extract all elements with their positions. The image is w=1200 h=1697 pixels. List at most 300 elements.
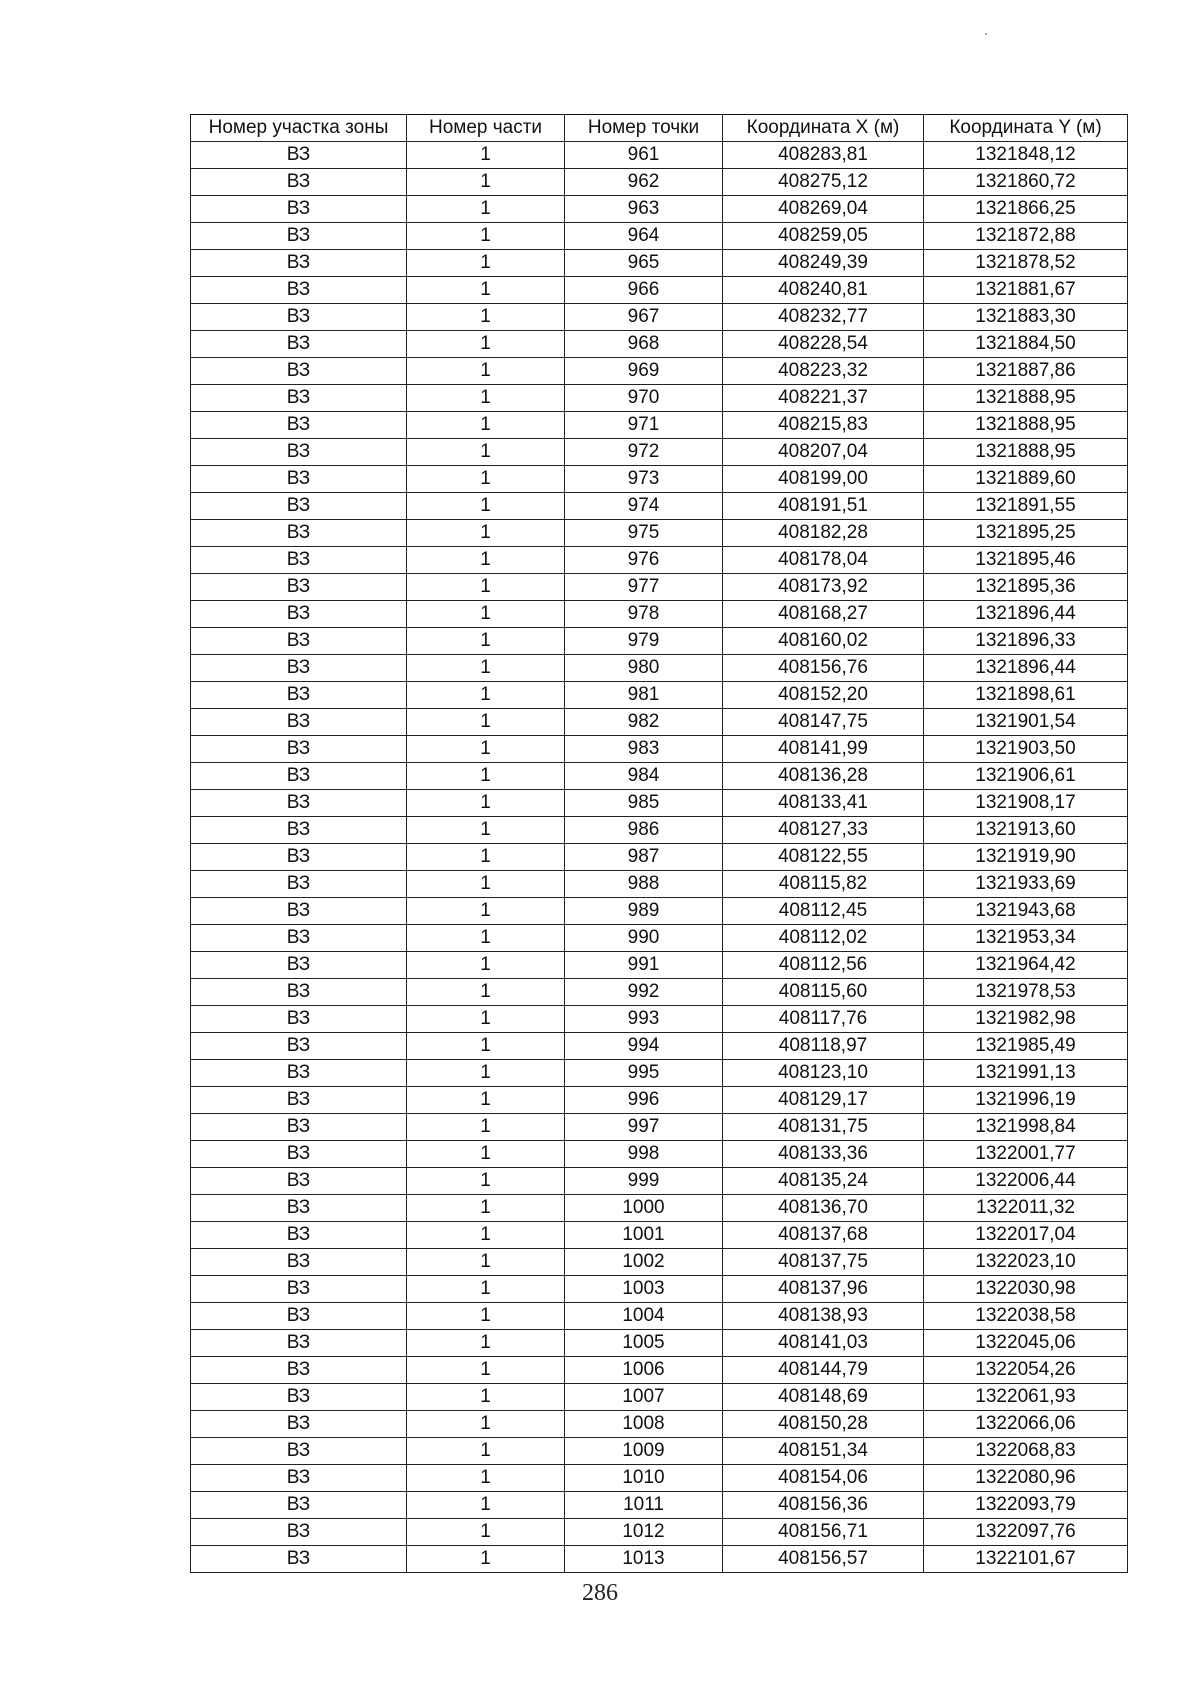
cell-coordinate-x: 408182,28 bbox=[723, 520, 924, 547]
cell-point-number: 1000 bbox=[565, 1195, 723, 1222]
cell-coordinate-x: 408215,83 bbox=[723, 412, 924, 439]
cell-point-number: 1011 bbox=[565, 1492, 723, 1519]
cell-coordinate-y: 1321896,44 bbox=[924, 655, 1128, 682]
cell-coordinate-y: 1321896,44 bbox=[924, 601, 1128, 628]
table-row bbox=[191, 1411, 1128, 1438]
cell-part-number: 1 bbox=[407, 1141, 565, 1168]
cell-zone-section: ВЗ bbox=[191, 250, 407, 277]
table-row bbox=[191, 898, 1128, 925]
cell-coordinate-y: 1322093,79 bbox=[924, 1492, 1128, 1519]
table-row bbox=[191, 763, 1128, 790]
cell-coordinate-x: 408160,02 bbox=[723, 628, 924, 655]
cell-part-number: 1 bbox=[407, 628, 565, 655]
table-row bbox=[191, 1195, 1128, 1222]
cell-part-number: 1 bbox=[407, 304, 565, 331]
cell-coordinate-y: 1321896,33 bbox=[924, 628, 1128, 655]
table-row bbox=[191, 1357, 1128, 1384]
coordinates-table bbox=[190, 114, 1128, 1573]
table-row bbox=[191, 466, 1128, 493]
cell-coordinate-y: 1322023,10 bbox=[924, 1249, 1128, 1276]
cell-point-number: 977 bbox=[565, 574, 723, 601]
cell-zone-section: ВЗ bbox=[191, 736, 407, 763]
cell-zone-section: ВЗ bbox=[191, 790, 407, 817]
cell-zone-section: ВЗ bbox=[191, 1195, 407, 1222]
cell-zone-section: ВЗ bbox=[191, 709, 407, 736]
cell-zone-section: ВЗ bbox=[191, 1249, 407, 1276]
table-row bbox=[191, 1492, 1128, 1519]
cell-point-number: 999 bbox=[565, 1168, 723, 1195]
header-coordinate-y: Координата Y (м) bbox=[924, 115, 1128, 142]
cell-point-number: 997 bbox=[565, 1114, 723, 1141]
cell-coordinate-x: 408199,00 bbox=[723, 466, 924, 493]
table-row bbox=[191, 952, 1128, 979]
cell-point-number: 976 bbox=[565, 547, 723, 574]
table-row bbox=[191, 628, 1128, 655]
cell-point-number: 983 bbox=[565, 736, 723, 763]
cell-zone-section: ВЗ bbox=[191, 871, 407, 898]
cell-coordinate-y: 1321913,60 bbox=[924, 817, 1128, 844]
cell-coordinate-y: 1321895,25 bbox=[924, 520, 1128, 547]
cell-point-number: 972 bbox=[565, 439, 723, 466]
cell-zone-section: ВЗ bbox=[191, 358, 407, 385]
table-header-row bbox=[191, 115, 1128, 142]
cell-zone-section: ВЗ bbox=[191, 1438, 407, 1465]
cell-coordinate-y: 1322038,58 bbox=[924, 1303, 1128, 1330]
cell-point-number: 1012 bbox=[565, 1519, 723, 1546]
cell-coordinate-x: 408152,20 bbox=[723, 682, 924, 709]
cell-coordinate-x: 408240,81 bbox=[723, 277, 924, 304]
cell-point-number: 995 bbox=[565, 1060, 723, 1087]
cell-coordinate-y: 1321991,13 bbox=[924, 1060, 1128, 1087]
cell-point-number: 979 bbox=[565, 628, 723, 655]
cell-coordinate-x: 408207,04 bbox=[723, 439, 924, 466]
cell-coordinate-y: 1322068,83 bbox=[924, 1438, 1128, 1465]
cell-point-number: 971 bbox=[565, 412, 723, 439]
table-row bbox=[191, 304, 1128, 331]
cell-coordinate-y: 1321908,17 bbox=[924, 790, 1128, 817]
cell-coordinate-x: 408221,37 bbox=[723, 385, 924, 412]
cell-point-number: 1003 bbox=[565, 1276, 723, 1303]
cell-zone-section: ВЗ bbox=[191, 1465, 407, 1492]
table-row bbox=[191, 790, 1128, 817]
cell-part-number: 1 bbox=[407, 250, 565, 277]
cell-coordinate-x: 408156,36 bbox=[723, 1492, 924, 1519]
cell-coordinate-y: 1321906,61 bbox=[924, 763, 1128, 790]
cell-part-number: 1 bbox=[407, 1546, 565, 1573]
cell-zone-section: ВЗ bbox=[191, 1330, 407, 1357]
cell-coordinate-x: 408249,39 bbox=[723, 250, 924, 277]
cell-zone-section: ВЗ bbox=[191, 763, 407, 790]
cell-zone-section: ВЗ bbox=[191, 1411, 407, 1438]
cell-part-number: 1 bbox=[407, 223, 565, 250]
cell-coordinate-y: 1321903,50 bbox=[924, 736, 1128, 763]
cell-coordinate-x: 408122,55 bbox=[723, 844, 924, 871]
table-row bbox=[191, 1276, 1128, 1303]
table-row bbox=[191, 844, 1128, 871]
cell-part-number: 1 bbox=[407, 196, 565, 223]
table-row bbox=[191, 925, 1128, 952]
table-row bbox=[191, 574, 1128, 601]
table-row bbox=[191, 223, 1128, 250]
cell-part-number: 1 bbox=[407, 331, 565, 358]
table-row bbox=[191, 1249, 1128, 1276]
cell-coordinate-x: 408151,34 bbox=[723, 1438, 924, 1465]
table-row bbox=[191, 250, 1128, 277]
cell-coordinate-y: 1321985,49 bbox=[924, 1033, 1128, 1060]
cell-zone-section: ВЗ bbox=[191, 628, 407, 655]
cell-coordinate-x: 408118,97 bbox=[723, 1033, 924, 1060]
cell-zone-section: ВЗ bbox=[191, 1357, 407, 1384]
cell-coordinate-x: 408135,24 bbox=[723, 1168, 924, 1195]
cell-coordinate-x: 408168,27 bbox=[723, 601, 924, 628]
cell-zone-section: ВЗ bbox=[191, 412, 407, 439]
cell-part-number: 1 bbox=[407, 520, 565, 547]
cell-coordinate-x: 408115,82 bbox=[723, 871, 924, 898]
cell-coordinate-x: 408154,06 bbox=[723, 1465, 924, 1492]
cell-coordinate-y: 1321978,53 bbox=[924, 979, 1128, 1006]
table-row bbox=[191, 1519, 1128, 1546]
cell-coordinate-y: 1322101,67 bbox=[924, 1546, 1128, 1573]
cell-part-number: 1 bbox=[407, 1222, 565, 1249]
cell-point-number: 993 bbox=[565, 1006, 723, 1033]
table-row bbox=[191, 979, 1128, 1006]
cell-part-number: 1 bbox=[407, 1357, 565, 1384]
cell-part-number: 1 bbox=[407, 601, 565, 628]
table-body bbox=[191, 142, 1128, 1573]
cell-point-number: 998 bbox=[565, 1141, 723, 1168]
cell-point-number: 1004 bbox=[565, 1303, 723, 1330]
cell-coordinate-x: 408191,51 bbox=[723, 493, 924, 520]
cell-part-number: 1 bbox=[407, 790, 565, 817]
cell-coordinate-y: 1321883,30 bbox=[924, 304, 1128, 331]
cell-zone-section: ВЗ bbox=[191, 979, 407, 1006]
cell-coordinate-y: 1321889,60 bbox=[924, 466, 1128, 493]
cell-point-number: 965 bbox=[565, 250, 723, 277]
cell-zone-section: ВЗ bbox=[191, 331, 407, 358]
cell-coordinate-x: 408133,41 bbox=[723, 790, 924, 817]
cell-point-number: 1009 bbox=[565, 1438, 723, 1465]
cell-zone-section: ВЗ bbox=[191, 574, 407, 601]
cell-zone-section: ВЗ bbox=[191, 223, 407, 250]
cell-part-number: 1 bbox=[407, 1519, 565, 1546]
table-row bbox=[191, 196, 1128, 223]
cell-part-number: 1 bbox=[407, 655, 565, 682]
table-row bbox=[191, 1087, 1128, 1114]
cell-coordinate-x: 408136,70 bbox=[723, 1195, 924, 1222]
cell-coordinate-y: 1321888,95 bbox=[924, 439, 1128, 466]
cell-zone-section: ВЗ bbox=[191, 439, 407, 466]
cell-coordinate-y: 1321998,84 bbox=[924, 1114, 1128, 1141]
page-number: 286 bbox=[582, 1580, 618, 1606]
cell-point-number: 970 bbox=[565, 385, 723, 412]
cell-zone-section: ВЗ bbox=[191, 1546, 407, 1573]
cell-point-number: 963 bbox=[565, 196, 723, 223]
cell-coordinate-y: 1322061,93 bbox=[924, 1384, 1128, 1411]
cell-part-number: 1 bbox=[407, 1087, 565, 1114]
table-row bbox=[191, 601, 1128, 628]
cell-zone-section: ВЗ bbox=[191, 277, 407, 304]
table-row bbox=[191, 817, 1128, 844]
cell-coordinate-y: 1321895,46 bbox=[924, 547, 1128, 574]
cell-point-number: 1005 bbox=[565, 1330, 723, 1357]
cell-coordinate-x: 408137,75 bbox=[723, 1249, 924, 1276]
cell-part-number: 1 bbox=[407, 871, 565, 898]
cell-part-number: 1 bbox=[407, 898, 565, 925]
table-row bbox=[191, 1465, 1128, 1492]
cell-coordinate-x: 408269,04 bbox=[723, 196, 924, 223]
cell-zone-section: ВЗ bbox=[191, 1222, 407, 1249]
table-row bbox=[191, 1303, 1128, 1330]
cell-zone-section: ВЗ bbox=[191, 1168, 407, 1195]
cell-zone-section: ВЗ bbox=[191, 547, 407, 574]
cell-coordinate-y: 1321881,67 bbox=[924, 277, 1128, 304]
cell-coordinate-x: 408127,33 bbox=[723, 817, 924, 844]
table-row bbox=[191, 736, 1128, 763]
table-row bbox=[191, 709, 1128, 736]
cell-coordinate-y: 1321888,95 bbox=[924, 412, 1128, 439]
cell-coordinate-y: 1321878,52 bbox=[924, 250, 1128, 277]
cell-point-number: 987 bbox=[565, 844, 723, 871]
table-row bbox=[191, 142, 1128, 169]
cell-point-number: 964 bbox=[565, 223, 723, 250]
cell-point-number: 996 bbox=[565, 1087, 723, 1114]
cell-coordinate-x: 408275,12 bbox=[723, 169, 924, 196]
cell-point-number: 984 bbox=[565, 763, 723, 790]
table-row bbox=[191, 1222, 1128, 1249]
table-row bbox=[191, 547, 1128, 574]
cell-coordinate-y: 1322011,32 bbox=[924, 1195, 1128, 1222]
cell-zone-section: ВЗ bbox=[191, 1141, 407, 1168]
cell-coordinate-x: 408147,75 bbox=[723, 709, 924, 736]
cell-coordinate-x: 408141,99 bbox=[723, 736, 924, 763]
cell-point-number: 986 bbox=[565, 817, 723, 844]
cell-coordinate-x: 408283,81 bbox=[723, 142, 924, 169]
cell-zone-section: ВЗ bbox=[191, 1384, 407, 1411]
cell-coordinate-y: 1321895,36 bbox=[924, 574, 1128, 601]
cell-zone-section: ВЗ bbox=[191, 466, 407, 493]
cell-part-number: 1 bbox=[407, 1006, 565, 1033]
cell-part-number: 1 bbox=[407, 169, 565, 196]
cell-point-number: 981 bbox=[565, 682, 723, 709]
cell-point-number: 992 bbox=[565, 979, 723, 1006]
cell-coordinate-x: 408112,02 bbox=[723, 925, 924, 952]
cell-coordinate-y: 1321982,98 bbox=[924, 1006, 1128, 1033]
cell-zone-section: ВЗ bbox=[191, 1492, 407, 1519]
cell-point-number: 961 bbox=[565, 142, 723, 169]
cell-coordinate-x: 408228,54 bbox=[723, 331, 924, 358]
cell-part-number: 1 bbox=[407, 1276, 565, 1303]
cell-zone-section: ВЗ bbox=[191, 682, 407, 709]
cell-coordinate-y: 1322030,98 bbox=[924, 1276, 1128, 1303]
cell-coordinate-y: 1322080,96 bbox=[924, 1465, 1128, 1492]
table-row bbox=[191, 493, 1128, 520]
cell-point-number: 994 bbox=[565, 1033, 723, 1060]
cell-part-number: 1 bbox=[407, 466, 565, 493]
cell-point-number: 967 bbox=[565, 304, 723, 331]
cell-coordinate-x: 408117,76 bbox=[723, 1006, 924, 1033]
cell-part-number: 1 bbox=[407, 709, 565, 736]
cell-point-number: 985 bbox=[565, 790, 723, 817]
table-row bbox=[191, 331, 1128, 358]
cell-point-number: 1013 bbox=[565, 1546, 723, 1573]
cell-coordinate-x: 408141,03 bbox=[723, 1330, 924, 1357]
table-row bbox=[191, 1168, 1128, 1195]
cell-coordinate-x: 408115,60 bbox=[723, 979, 924, 1006]
cell-part-number: 1 bbox=[407, 1303, 565, 1330]
cell-part-number: 1 bbox=[407, 844, 565, 871]
table-row bbox=[191, 412, 1128, 439]
cell-part-number: 1 bbox=[407, 979, 565, 1006]
cell-coordinate-y: 1321901,54 bbox=[924, 709, 1128, 736]
cell-part-number: 1 bbox=[407, 817, 565, 844]
cell-point-number: 969 bbox=[565, 358, 723, 385]
table-row bbox=[191, 520, 1128, 547]
cell-coordinate-y: 1322097,76 bbox=[924, 1519, 1128, 1546]
cell-zone-section: ВЗ bbox=[191, 898, 407, 925]
cell-part-number: 1 bbox=[407, 736, 565, 763]
cell-part-number: 1 bbox=[407, 1114, 565, 1141]
cell-coordinate-x: 408156,71 bbox=[723, 1519, 924, 1546]
cell-part-number: 1 bbox=[407, 1384, 565, 1411]
cell-zone-section: ВЗ bbox=[191, 1519, 407, 1546]
cell-zone-section: ВЗ bbox=[191, 1114, 407, 1141]
cell-point-number: 973 bbox=[565, 466, 723, 493]
header-point-number: Номер точки bbox=[565, 115, 723, 142]
table-row bbox=[191, 385, 1128, 412]
cell-part-number: 1 bbox=[407, 1411, 565, 1438]
cell-coordinate-x: 408129,17 bbox=[723, 1087, 924, 1114]
cell-part-number: 1 bbox=[407, 277, 565, 304]
cell-zone-section: ВЗ bbox=[191, 1087, 407, 1114]
cell-coordinate-y: 1321887,86 bbox=[924, 358, 1128, 385]
cell-coordinate-y: 1321848,12 bbox=[924, 142, 1128, 169]
cell-coordinate-x: 408123,10 bbox=[723, 1060, 924, 1087]
cell-coordinate-y: 1321866,25 bbox=[924, 196, 1128, 223]
cell-part-number: 1 bbox=[407, 763, 565, 790]
table-row bbox=[191, 1114, 1128, 1141]
cell-point-number: 1007 bbox=[565, 1384, 723, 1411]
table-row bbox=[191, 871, 1128, 898]
cell-zone-section: ВЗ bbox=[191, 493, 407, 520]
cell-part-number: 1 bbox=[407, 358, 565, 385]
header-part-number: Номер части bbox=[407, 115, 565, 142]
cell-zone-section: ВЗ bbox=[191, 601, 407, 628]
cell-zone-section: ВЗ bbox=[191, 1006, 407, 1033]
cell-part-number: 1 bbox=[407, 1060, 565, 1087]
cell-point-number: 988 bbox=[565, 871, 723, 898]
cell-coordinate-x: 408156,57 bbox=[723, 1546, 924, 1573]
scan-speck bbox=[985, 33, 987, 35]
table-row bbox=[191, 169, 1128, 196]
cell-coordinate-x: 408148,69 bbox=[723, 1384, 924, 1411]
table-row bbox=[191, 1060, 1128, 1087]
cell-coordinate-x: 408232,77 bbox=[723, 304, 924, 331]
table-row bbox=[191, 1384, 1128, 1411]
cell-coordinate-x: 408259,05 bbox=[723, 223, 924, 250]
table-row bbox=[191, 655, 1128, 682]
cell-point-number: 962 bbox=[565, 169, 723, 196]
cell-zone-section: ВЗ bbox=[191, 1060, 407, 1087]
cell-coordinate-x: 408156,76 bbox=[723, 655, 924, 682]
cell-coordinate-y: 1321953,34 bbox=[924, 925, 1128, 952]
cell-coordinate-x: 408137,96 bbox=[723, 1276, 924, 1303]
cell-part-number: 1 bbox=[407, 547, 565, 574]
cell-point-number: 966 bbox=[565, 277, 723, 304]
cell-point-number: 1010 bbox=[565, 1465, 723, 1492]
cell-point-number: 974 bbox=[565, 493, 723, 520]
cell-part-number: 1 bbox=[407, 952, 565, 979]
cell-zone-section: ВЗ bbox=[191, 1276, 407, 1303]
cell-coordinate-x: 408131,75 bbox=[723, 1114, 924, 1141]
cell-coordinate-x: 408137,68 bbox=[723, 1222, 924, 1249]
cell-coordinate-y: 1321964,42 bbox=[924, 952, 1128, 979]
cell-point-number: 978 bbox=[565, 601, 723, 628]
table-row bbox=[191, 1141, 1128, 1168]
cell-coordinate-y: 1321943,68 bbox=[924, 898, 1128, 925]
cell-coordinate-x: 408223,32 bbox=[723, 358, 924, 385]
cell-coordinate-x: 408173,92 bbox=[723, 574, 924, 601]
cell-point-number: 975 bbox=[565, 520, 723, 547]
table-row bbox=[191, 1438, 1128, 1465]
cell-part-number: 1 bbox=[407, 1168, 565, 1195]
cell-coordinate-x: 408112,56 bbox=[723, 952, 924, 979]
cell-zone-section: ВЗ bbox=[191, 1033, 407, 1060]
cell-coordinate-x: 408178,04 bbox=[723, 547, 924, 574]
cell-coordinate-y: 1321860,72 bbox=[924, 169, 1128, 196]
cell-zone-section: ВЗ bbox=[191, 169, 407, 196]
cell-zone-section: ВЗ bbox=[191, 655, 407, 682]
cell-point-number: 989 bbox=[565, 898, 723, 925]
cell-part-number: 1 bbox=[407, 1033, 565, 1060]
cell-zone-section: ВЗ bbox=[191, 142, 407, 169]
cell-part-number: 1 bbox=[407, 1330, 565, 1357]
table-row bbox=[191, 358, 1128, 385]
cell-part-number: 1 bbox=[407, 412, 565, 439]
header-zone-section-number: Номер участка зоны bbox=[191, 115, 407, 142]
cell-point-number: 1001 bbox=[565, 1222, 723, 1249]
table-row bbox=[191, 1006, 1128, 1033]
cell-coordinate-x: 408112,45 bbox=[723, 898, 924, 925]
table-row bbox=[191, 1033, 1128, 1060]
cell-part-number: 1 bbox=[407, 1492, 565, 1519]
cell-part-number: 1 bbox=[407, 1249, 565, 1276]
cell-coordinate-y: 1321996,19 bbox=[924, 1087, 1128, 1114]
cell-coordinate-y: 1322066,06 bbox=[924, 1411, 1128, 1438]
cell-coordinate-y: 1321884,50 bbox=[924, 331, 1128, 358]
cell-coordinate-x: 408133,36 bbox=[723, 1141, 924, 1168]
cell-coordinate-x: 408136,28 bbox=[723, 763, 924, 790]
cell-coordinate-y: 1322017,04 bbox=[924, 1222, 1128, 1249]
cell-coordinate-y: 1321891,55 bbox=[924, 493, 1128, 520]
table-row bbox=[191, 277, 1128, 304]
cell-coordinate-y: 1321898,61 bbox=[924, 682, 1128, 709]
cell-zone-section: ВЗ bbox=[191, 520, 407, 547]
cell-zone-section: ВЗ bbox=[191, 196, 407, 223]
cell-point-number: 980 bbox=[565, 655, 723, 682]
table-row bbox=[191, 1330, 1128, 1357]
cell-part-number: 1 bbox=[407, 574, 565, 601]
cell-zone-section: ВЗ bbox=[191, 925, 407, 952]
cell-point-number: 1008 bbox=[565, 1411, 723, 1438]
cell-coordinate-y: 1321933,69 bbox=[924, 871, 1128, 898]
cell-point-number: 991 bbox=[565, 952, 723, 979]
cell-coordinate-y: 1322045,06 bbox=[924, 1330, 1128, 1357]
cell-part-number: 1 bbox=[407, 1195, 565, 1222]
cell-part-number: 1 bbox=[407, 1438, 565, 1465]
cell-part-number: 1 bbox=[407, 682, 565, 709]
cell-part-number: 1 bbox=[407, 1465, 565, 1492]
cell-coordinate-y: 1321888,95 bbox=[924, 385, 1128, 412]
